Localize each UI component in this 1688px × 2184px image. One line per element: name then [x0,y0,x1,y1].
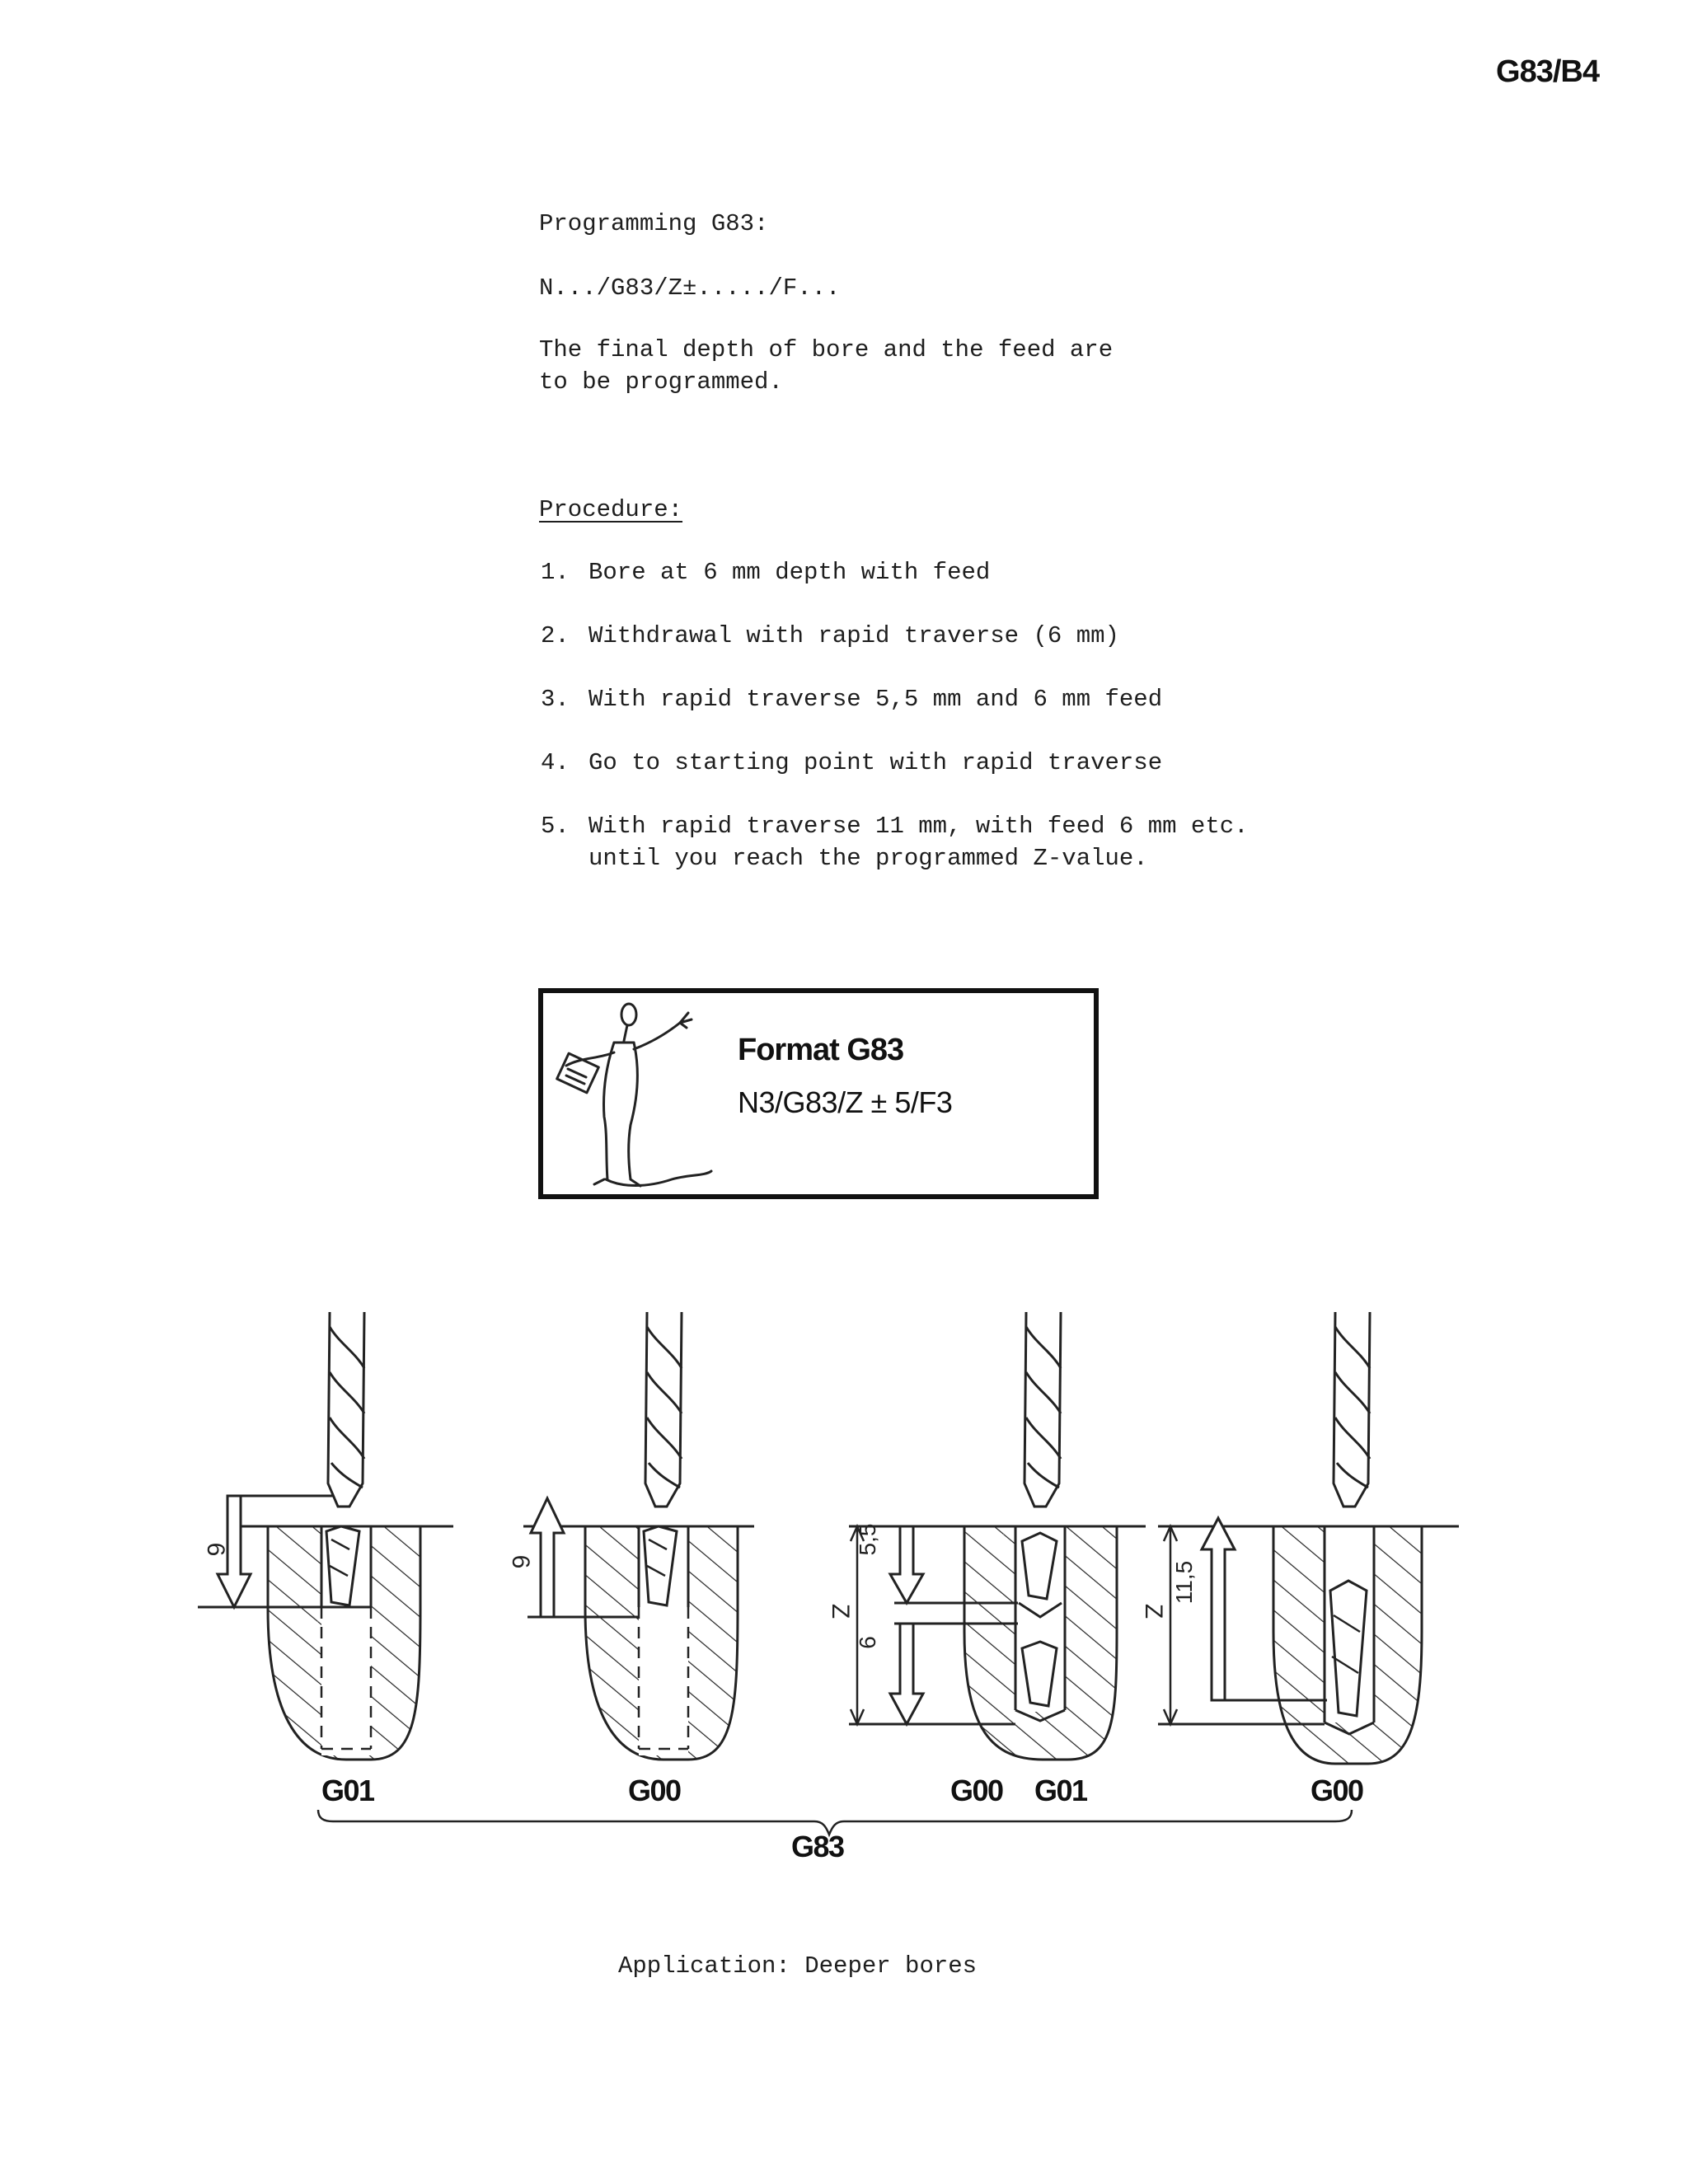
dimension-label: 6 [202,1542,229,1557]
step-text: Bore at 6 mm depth with feed [588,559,991,586]
step-text: Withdrawal with rapid traverse (6 mm) [588,622,1119,649]
stage-2-bore [507,1312,754,1760]
rapid-arrow [890,1526,923,1603]
rapid-arrow [531,1498,564,1617]
dimension-label: Z [827,1603,854,1619]
dimension-label: 6 [507,1554,534,1569]
format-title: Format G83 [738,1033,904,1067]
caption-g00: G00 [628,1774,681,1807]
dimension-label: 6 [855,1636,880,1649]
step-text: Go to starting point with rapid traverse [588,749,1163,776]
programming-syntax: N.../G83/Z±...../F... [539,274,841,302]
format-code: N3/G83/Z ± 5/F3 [738,1085,953,1119]
caption-g83: G83 [791,1830,844,1863]
feed-arrow [890,1624,923,1724]
caption-g00: G00 [950,1774,1003,1807]
rapid-arrow [1202,1518,1235,1700]
caption-g00: G00 [1311,1774,1363,1807]
dimension-z-line [1164,1526,1177,1724]
step-number: 3. [541,686,570,713]
stage-3-bore [827,1312,1146,1760]
step-text: With rapid traverse 11 mm, with feed 6 mm etc. until you reach the programmed Z-value. [588,813,1249,872]
dimension-label: 5,5 [855,1523,880,1556]
stage-1-bore [198,1312,453,1760]
page-id: G83/B4 [1496,54,1599,89]
stage-4-bore [1140,1312,1459,1764]
dimension-label: Z [1140,1603,1167,1619]
dimension-label: 11,5 [1171,1560,1197,1605]
step-text: With rapid traverse 5,5 mm and 6 mm feed [588,686,1163,713]
step-number: 5. [541,813,570,840]
caption-g01: G01 [321,1774,374,1807]
application-note: Application: Deeper bores [618,1952,978,1980]
drill-bit-icon [1022,1312,1061,1706]
caption-g01: G01 [1034,1774,1087,1807]
step-number: 2. [541,622,570,649]
programming-description: The final depth of bore and the feed are to be programmed. [539,336,1114,396]
step-number: 1. [541,559,570,586]
programming-heading: Programming G83: [539,210,769,237]
step-number: 4. [541,749,570,776]
procedure-heading: Procedure: [539,496,683,523]
